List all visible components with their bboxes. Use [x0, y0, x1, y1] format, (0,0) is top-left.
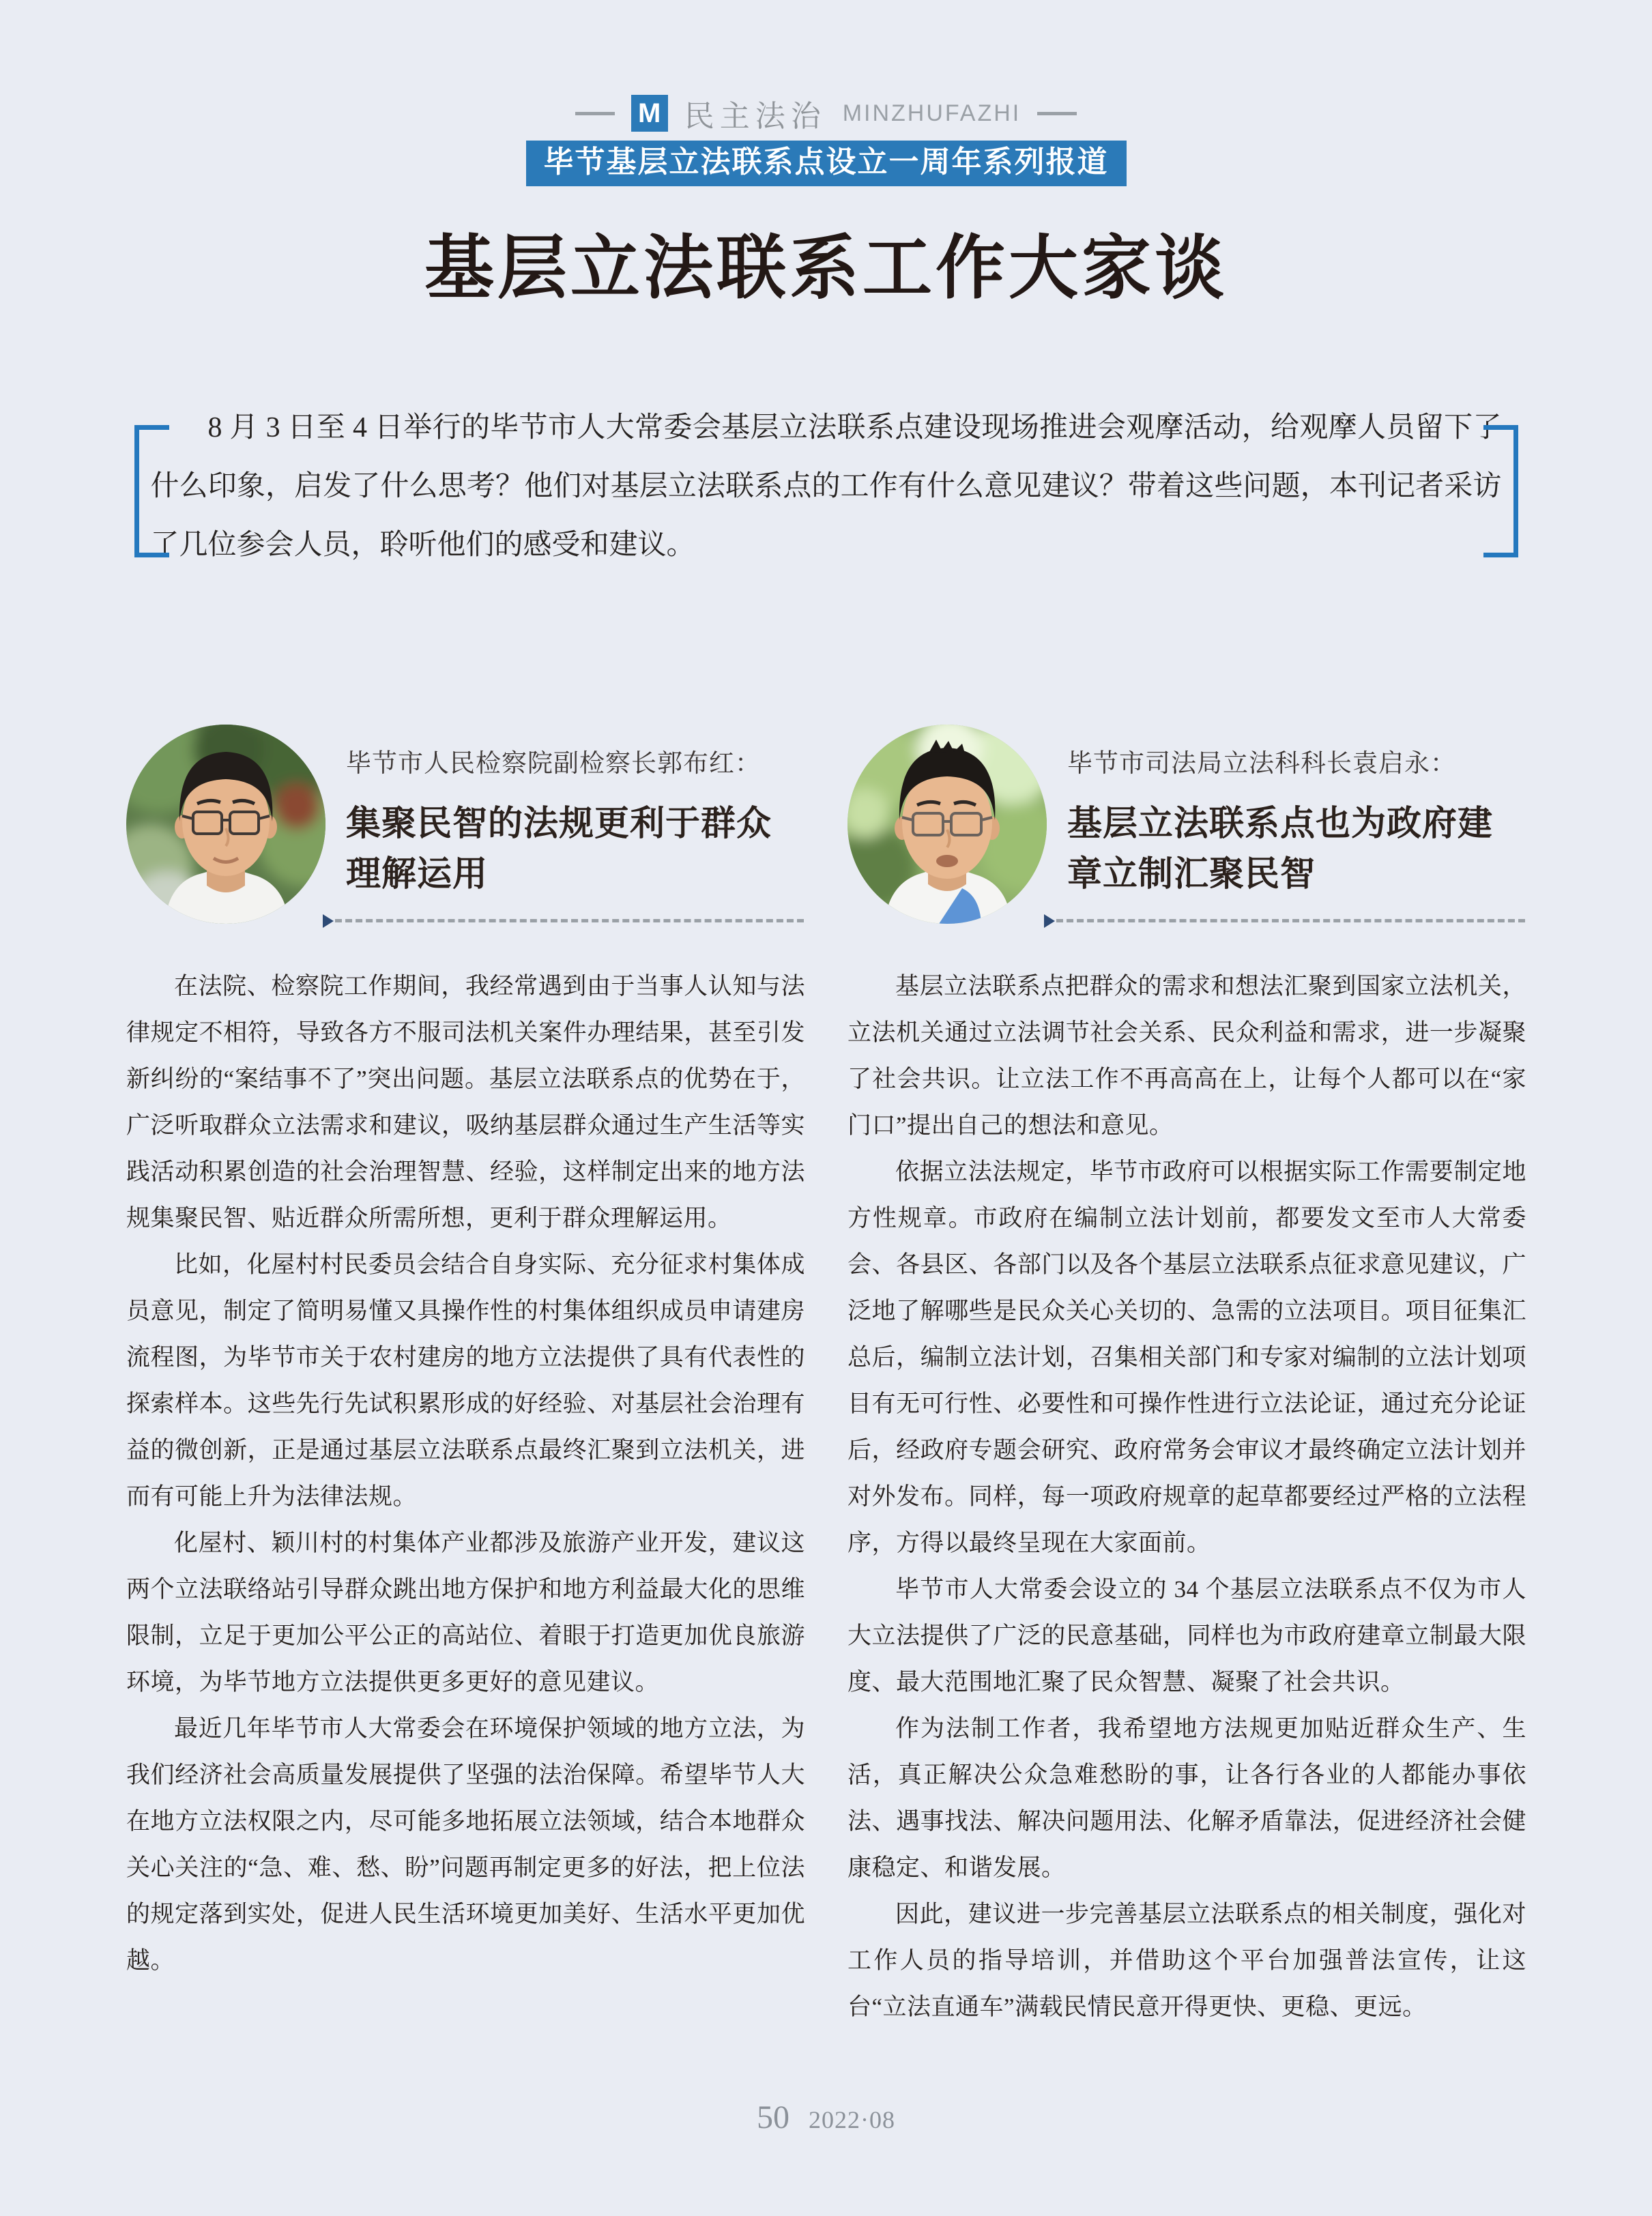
masthead-dash-right — [1037, 112, 1077, 115]
body-paragraph: 因此，建议进一步完善基层立法联系点的相关制度，强化对工作人员的指导培训，并借助这个平台加强普法宣传，让这台“立法直通车”满载民情民意开得更快、更稳、更远。 — [847, 1901, 1526, 2020]
page-number: 50 — [757, 2099, 789, 2135]
dashed-separator — [1056, 919, 1525, 922]
body-paragraph: 化屋村、颖川村的村集体产业都涉及旅游产业开发，建议这两个立法联络站引导群众跳出地方保护和地方利益最大化的思维限制，立足于更加公平公正的高站位、着眼于打造更加优良旅游环境，为毕节地方立法提供更多更好的意见建议。 — [126, 1530, 805, 1695]
intro-bracket-left — [134, 425, 169, 557]
column-left-body — [126, 963, 805, 1984]
person-avatar-illustration — [847, 725, 1047, 924]
article-columns — [126, 715, 1526, 2030]
magazine-masthead — [0, 91, 1652, 135]
magazine-logo-icon: M — [631, 95, 668, 132]
person-avatar-illustration — [126, 725, 325, 924]
body-paragraph: 比如，化屋村村民委员会结合自身实际、充分征求村集体成员意见，制定了简明易懂又具操作性的村集体组织成员申请建房流程图，为毕节市关于农村建房的地方立法提供了具有代表性的探索样本。这些先行先试积累形成的好经验、对基层社会治理有益的微创新，正是通过基层立法联系点最终汇聚到立法机关，进而有可能上升为法律法规。 — [126, 1251, 805, 1510]
portrait-photo-guo — [126, 725, 325, 924]
dash-arrow-icon — [1044, 914, 1055, 928]
magazine-name-cn: 民主法治 — [684, 100, 826, 133]
body-paragraph: 依据立法法规定，毕节市政府可以根据实际工作需要制定地方性规章。市政府在编制立法计划前，都要发文至市人大常委会、各县区、各部门以及各个基层立法联系点征求意见建议，广泛地了解哪些是民众关心关切的、急需的立法项目。项目征集汇总后，编制立法计划，召集相关部门和专家对编制的立法计划项目有无可行性、必要性和可操作性进行立法论证，通过充分论证后，经政府专题会研究、政府常务会审议才最终确定立法计划并对外发布。同样，每一项政府规章的起草都要经过严格的立法程序，方得以最终呈现在大家面前。 — [847, 1158, 1526, 1556]
body-paragraph: 作为法制工作者，我希望地方法规更加贴近群众生产、生活，真正解决公众急难愁盼的事，让各行各业的人都能办事依法、遇事找法、解决问题用法、化解矛盾靠法，促进经济社会健康稳定、和谐发展。 — [847, 1715, 1526, 1881]
body-paragraph: 基层立法联系点把群众的需求和想法汇聚到国家立法机关，立法机关通过立法调节社会关系、民众利益和需求，进一步凝聚了社会共识。让立法工作不再高高在上，让每个人都可以在“家门口”提出自己的想法和意见。 — [847, 973, 1526, 1139]
intro-block — [151, 398, 1502, 574]
intro-text: 8 月 3 日至 4 日举行的毕节市人大常委会基层立法联系点建设现场推进会观摩活动，给观摩人员留下了什么印象，启发了什么思考？他们对基层立法联系点的工作有什么意见建议？带着这些问题，本刊记者采访了几位参会人员，聆听他们的感受和建议。 — [150, 412, 1502, 561]
intro-bracket-right — [1483, 425, 1518, 557]
column-right — [847, 715, 1526, 2030]
person-title: 毕节市人民检察院副检察长郭布红： — [346, 749, 761, 777]
profile-text-guo — [346, 715, 805, 899]
column-left — [126, 715, 805, 2030]
body-paragraph: 最近几年毕节市人大常委会在环境保护领域的地方立法，为我们经济社会高质量发展提供了坚强的法治保障。希望毕节人大在地方立法权限之内，尽可能多地拓展立法领域，结合本地群众关心关注的“急、难、愁、盼”问题再制定更多的好法，把上位法的规定落到实处，促进人民生活环境更加美好、生活水平更加优越。 — [126, 1715, 805, 1974]
series-banner: 毕节基层立法联系点设立一周年系列报道 — [526, 141, 1127, 186]
quote-headline: 基层立法联系点也为政府建章立制汇聚民智 — [1067, 804, 1494, 893]
profile-guo-buhong — [126, 715, 805, 928]
body-paragraph: 毕节市人大常委会设立的 34 个基层立法联系点不仅为市人大立法提供了广泛的民意基础，同样也为市政府建章立制最大限度、最大范围地汇聚了民众智慧、凝聚了社会共识。 — [847, 1576, 1526, 1695]
person-title: 毕节市司法局立法科科长袁启永： — [1067, 749, 1456, 777]
magazine-name-en: MINZHUFAZHI — [842, 100, 1021, 126]
article-title: 基层立法联系工作大家谈 — [424, 229, 1228, 307]
issue-label: 2022·08 — [809, 2106, 895, 2133]
masthead-dash-left — [575, 112, 615, 115]
profile-text-yuan — [1067, 715, 1526, 899]
profile-yuan-qiyong — [847, 715, 1526, 928]
series-banner-row — [0, 141, 1652, 186]
quote-headline: 集聚民智的法规更利于群众理解运用 — [346, 804, 772, 893]
page-footer — [0, 2099, 1652, 2136]
body-paragraph: 在法院、检察院工作期间，我经常遇到由于当事人认知与法律规定不相符，导致各方不服司法机关案件办理结果，甚至引发新纠纷的“案结事不了”突出问题。基层立法联系点的优势在于，广泛听取群众立法需求和建议，吸纳基层群众通过生产生活等实践活动积累创造的社会治理智慧、经验，这样制定出来的地方法规集聚民智、贴近群众所需所想，更利于群众理解运用。 — [126, 973, 805, 1231]
portrait-photo-yuan — [847, 725, 1047, 924]
dash-arrow-icon — [323, 914, 334, 928]
column-right-body — [847, 963, 1526, 2030]
dashed-separator — [335, 919, 804, 922]
